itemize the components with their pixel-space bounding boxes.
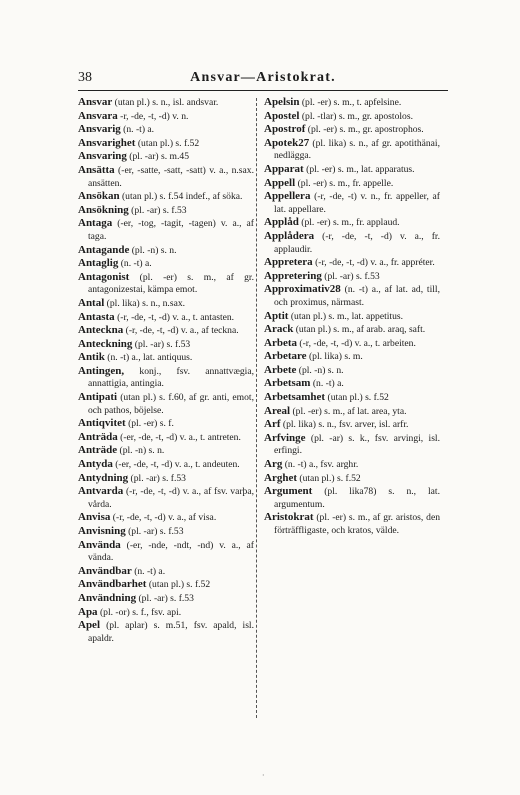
- dictionary-entry: [78, 539, 254, 565]
- entry-definition: (pl. -ar) s. f.53: [128, 472, 186, 484]
- entry-definition: (pl. lika) s. n., fsv. arver, isl. arfr.: [280, 419, 409, 431]
- dictionary-entry: [264, 323, 440, 337]
- dictionary-entry: [78, 565, 254, 579]
- dictionary-entry: [264, 350, 440, 364]
- entry-definition: (-r, -de, -t, -d) v. a., af teckna.: [123, 325, 239, 337]
- dictionary-entry: [78, 271, 254, 297]
- entry-definition: (pl. -n) s. n.: [129, 244, 177, 256]
- dictionary-entry: [78, 391, 254, 417]
- entry-headword: Ansätta: [78, 163, 115, 176]
- entry-headword: Antaga: [78, 217, 113, 230]
- entry-definition: (utan pl.) s. f.52: [325, 392, 389, 404]
- entry-definition: (utan pl.) s. n., isl. andsvar.: [112, 97, 219, 108]
- entry-headword: Apel: [78, 619, 100, 632]
- dictionary-entry: [78, 137, 254, 151]
- entry-headword: Approximativ28: [264, 283, 341, 296]
- entry-definition: (-er, -de, -t, -d) v. a., t. andeuten.: [112, 459, 240, 471]
- entry-definition: (n. -t) a.: [131, 565, 166, 577]
- entry-definition: (-r, -de, -t, -d) v. a., af fsv. varþa, vårda.: [88, 486, 254, 510]
- page-header: [78, 68, 448, 91]
- entry-definition: (pl. -ar) s. k., fsv. arvingi, isl. erfingi.: [274, 432, 440, 457]
- entry-definition: (n. -t) a.: [118, 258, 152, 270]
- entry-definition: (pl. -er) s. m., af gr. aristos, den förträffligaste, och kratos, välde.: [274, 512, 440, 536]
- entry-headword: Ansvar: [78, 96, 113, 108]
- entry-headword: Användning: [78, 591, 137, 604]
- entry-definition: (pl. -tlar) s. m., gr. apostolos.: [299, 110, 413, 122]
- entry-definition: (pl. -ar) s. m.45: [126, 151, 189, 163]
- dictionary-entry: [78, 190, 254, 204]
- dictionary-entry: [78, 110, 254, 124]
- entry-headword: Argument: [264, 485, 313, 498]
- entry-definition: (utan pl.) s. f.60, af gr. anti, emot, och pathos, böjelse.: [88, 392, 254, 416]
- entry-definition: (pl. lika) s. n., af gr. apotithänai, nedlägga.: [274, 137, 440, 162]
- entry-definition: (pl. aplar) s. m.51, fsv. apald, isl. apaldr.: [88, 620, 254, 644]
- dictionary-entry: [264, 418, 440, 432]
- entry-headword: Antagande: [78, 243, 130, 256]
- dictionary-entry: [264, 216, 440, 230]
- dictionary-entry: [264, 405, 440, 419]
- entry-headword: Ansvara: [78, 109, 118, 122]
- dictionary-entry: [264, 310, 440, 324]
- entry-definition: (utan pl.) s. m., af arab. araq, saft.: [293, 324, 426, 336]
- entry-headword: Arf: [264, 418, 281, 431]
- column-divider: [256, 98, 257, 718]
- entry-headword: Applådera: [264, 229, 315, 242]
- entry-headword: Arfvinge: [264, 431, 306, 444]
- dictionary-entry: [264, 472, 440, 486]
- dictionary-entry: [264, 256, 440, 270]
- entry-definition: (pl. -n) s. n.: [117, 445, 165, 457]
- entry-headword: Anträde: [78, 444, 118, 457]
- entry-headword: Antaglig: [78, 257, 119, 270]
- entry-definition: (utan pl.) s. m., lat. appetitus.: [288, 310, 404, 322]
- entry-headword: Appellera: [264, 190, 311, 203]
- entry-headword: Arbetsamhet: [264, 391, 326, 404]
- running-title: Ansvar—Aristokrat.: [190, 70, 336, 85]
- dictionary-entry: [78, 606, 254, 620]
- entry-definition: (-r, -de, -t) v. n., fr. appeller, af lat. appellare.: [274, 191, 440, 215]
- dictionary-entry: [78, 311, 254, 325]
- entry-headword: Anvisa: [78, 511, 111, 524]
- dictionary-entry: [78, 472, 254, 486]
- entry-headword: Apelsin: [264, 96, 300, 108]
- entry-headword: Antydning: [78, 471, 129, 484]
- dictionary-entry: [264, 337, 440, 351]
- footer-mark: ·: [262, 771, 265, 780]
- dictionary-entry: [78, 365, 254, 391]
- dictionary-entry: [78, 244, 254, 258]
- entry-definition: konj., fsv. annattvægia, annattigia, antingia.: [88, 365, 254, 390]
- entry-definition: (pl. -er) s. f.: [125, 418, 174, 430]
- entry-definition: (pl. -ar) s. f.53: [128, 204, 187, 216]
- entry-headword: Antik: [78, 351, 105, 364]
- entry-definition: (-r, -de, -t, -d) v. a., fr. applaudir.: [274, 230, 440, 255]
- entry-headword: Antagonist: [78, 270, 130, 283]
- entry-headword: Användbarhet: [78, 578, 147, 591]
- entry-definition: (pl. -er) s. m., t. apfelsine.: [299, 97, 402, 108]
- entry-definition: (-er, -satte, -satt, -satt) v. a., n.sax. ansätten.: [88, 164, 254, 189]
- entry-headword: Antal: [78, 296, 105, 309]
- entry-definition: (pl. -ar) s. f.53: [132, 338, 191, 350]
- entry-definition: (pl. -er) s. m., lat. apparatus.: [303, 163, 415, 175]
- dictionary-entry: [78, 431, 254, 445]
- dictionary-entry: [264, 270, 440, 284]
- entry-definition: (pl. -er) s. m., gr. apostrophos.: [305, 124, 424, 136]
- entry-headword: Antingen,: [78, 364, 125, 377]
- dictionary-entry: [264, 391, 440, 405]
- entry-headword: Antipati: [78, 391, 118, 404]
- entry-definition: (pl. -er) s. m., fr. appelle.: [295, 177, 394, 189]
- dictionary-entry: [78, 578, 254, 592]
- entry-headword: Arghet: [264, 471, 297, 484]
- entry-headword: Anteckna: [78, 324, 124, 337]
- entry-definition: (-er, -nde, -ndt, -nd) v. a., af vända.: [88, 539, 254, 564]
- entry-headword: Antyda: [78, 458, 113, 471]
- entry-headword: Apotek27: [264, 136, 310, 149]
- entry-headword: Ansökan: [78, 190, 120, 203]
- dictionary-entry: [78, 217, 254, 243]
- entry-definition: (utan pl.) s. f.52: [135, 137, 200, 149]
- entry-headword: Anteckning: [78, 337, 133, 350]
- page-number: 38: [78, 70, 92, 85]
- dictionary-entry: [78, 444, 254, 458]
- entry-definition: (n. -t) a.: [120, 124, 155, 136]
- entry-definition: (pl. -n) s. n.: [296, 364, 344, 376]
- entry-headword: Antvarda: [78, 485, 124, 498]
- dictionary-entry: [78, 485, 254, 511]
- dictionary-entry: [264, 123, 440, 137]
- dictionary-entry: [264, 137, 440, 163]
- entry-headword: Arbete: [264, 363, 297, 376]
- entry-definition: (pl. -er) s. m., af lat. area, yta.: [290, 405, 407, 417]
- entry-definition: (pl. -ar) s. f.53: [321, 270, 380, 282]
- entry-definition: (n. -t) a., fsv. arghr.: [282, 459, 359, 471]
- entry-definition: (pl. -er) s. m., af gr. antagonizestai, kämpa emot.: [88, 271, 254, 296]
- dictionary-entry: [264, 485, 440, 511]
- entry-headword: Ansvarighet: [78, 136, 136, 149]
- entry-definition: (-er, -tog, -tagit, -tagen) v. a., af taga.: [88, 218, 254, 242]
- entry-headword: Anvisning: [78, 525, 126, 537]
- dictionary-entry: [264, 190, 440, 216]
- entry-definition: (-er, -de, -t, -d) v. a., t. antreten.: [117, 431, 241, 443]
- entry-headword: Arbetare: [264, 350, 307, 363]
- entry-definition: (pl. -ar) s. f.53: [136, 592, 194, 604]
- left-column: [78, 96, 254, 645]
- entry-definition: (pl. lika78) s. n., lat. argumentum.: [274, 486, 440, 510]
- entry-definition: (-r, -de, -t, -d) v. a., fr. appréter.: [312, 257, 435, 269]
- dictionary-entry: [264, 177, 440, 191]
- entry-definition: (utan pl.) s. f.54 indef., af söka.: [119, 191, 243, 203]
- dictionary-entry: [78, 150, 254, 164]
- entry-headword: Anträda: [78, 430, 118, 443]
- dictionary-entry: [78, 338, 254, 352]
- entry-headword: Arack: [264, 323, 294, 336]
- dictionary-entry: [78, 204, 254, 218]
- entry-definition: -r, -de, -t, -d) v. n.: [117, 110, 189, 122]
- entry-headword: Aristokrat: [264, 511, 314, 524]
- entry-definition: (n. -t) a.: [310, 378, 344, 390]
- dictionary-entry: [78, 324, 254, 338]
- dictionary-entry: [264, 163, 440, 177]
- entry-definition: (pl. lika) s. m.: [306, 351, 363, 363]
- dictionary-entry: [78, 351, 254, 365]
- entry-definition: (n. -t) a., lat. antiquus.: [104, 352, 193, 364]
- dictionary-entry: [78, 511, 254, 525]
- entry-definition: (-r, -de, -t, -d) v. a., t. arbeiten.: [297, 337, 416, 349]
- entry-headword: Ansvaring: [78, 150, 127, 163]
- entry-headword: Apa: [78, 605, 98, 618]
- dictionary-entry: [78, 417, 254, 431]
- entry-headword: Användbar: [78, 564, 132, 577]
- dictionary-entry: [264, 458, 440, 472]
- dictionary-entry: [264, 364, 440, 378]
- entry-headword: Aptit: [264, 309, 289, 322]
- entry-headword: Arg: [264, 458, 283, 471]
- entry-definition: (pl. lika) s. n., n.sax.: [104, 297, 186, 309]
- entry-headword: Antasta: [78, 310, 115, 323]
- entry-headword: Apparat: [264, 162, 304, 175]
- dictionary-entry: [78, 123, 254, 137]
- dictionary-entry: [264, 230, 440, 256]
- entry-definition: (pl. -er) s. m., fr. applaud.: [298, 217, 400, 229]
- dictionary-entry: [78, 458, 254, 472]
- entry-definition: (utan pl.) s. f.52: [146, 579, 211, 591]
- entry-definition: (n. -t) a., af lat. ad, till, och proximus, närmast.: [274, 284, 440, 308]
- entry-headword: Ansvarig: [78, 123, 121, 136]
- dictionary-entry: [264, 432, 440, 458]
- dictionary-entry: [264, 283, 440, 309]
- entry-headword: Använda: [78, 538, 121, 551]
- entry-headword: Apostrof: [264, 123, 306, 136]
- entry-definition: (-r, -de, -t, -d) v. a., t. antasten.: [114, 311, 235, 323]
- entry-headword: Arbeta: [264, 336, 297, 349]
- right-column: [264, 96, 440, 538]
- entry-headword: Areal: [264, 404, 291, 417]
- entry-definition: (pl. -or) s. f., fsv. api.: [97, 606, 182, 618]
- entry-headword: Arbetsam: [264, 377, 311, 390]
- dictionary-entry: [78, 525, 254, 539]
- dictionary-entry: [78, 297, 254, 311]
- entry-headword: Appretera: [264, 256, 313, 269]
- entry-definition: (utan pl.) s. f.52: [297, 472, 361, 484]
- entry-headword: Ansökning: [78, 203, 129, 216]
- dictionary-entry: [78, 257, 254, 271]
- entry-headword: Appretering: [264, 269, 322, 282]
- dictionary-entry: [78, 619, 254, 645]
- dictionary-entry: [78, 96, 254, 110]
- entry-headword: Appell: [264, 176, 296, 189]
- dictionary-entry: [264, 377, 440, 391]
- dictionary-entry: [78, 592, 254, 606]
- dictionary-entry: [264, 511, 440, 537]
- dictionary-entry: [78, 164, 254, 190]
- entry-headword: Antiqvitet: [78, 417, 126, 430]
- entry-definition: (pl. -ar) s. f.53: [125, 526, 184, 537]
- dictionary-entry: [264, 110, 440, 124]
- entry-headword: Apostel: [264, 109, 300, 122]
- entry-definition: (-r, -de, -t, -d) v. a., af visa.: [110, 512, 217, 524]
- dictionary-entry: [264, 96, 440, 110]
- entry-headword: Applåd: [264, 216, 299, 229]
